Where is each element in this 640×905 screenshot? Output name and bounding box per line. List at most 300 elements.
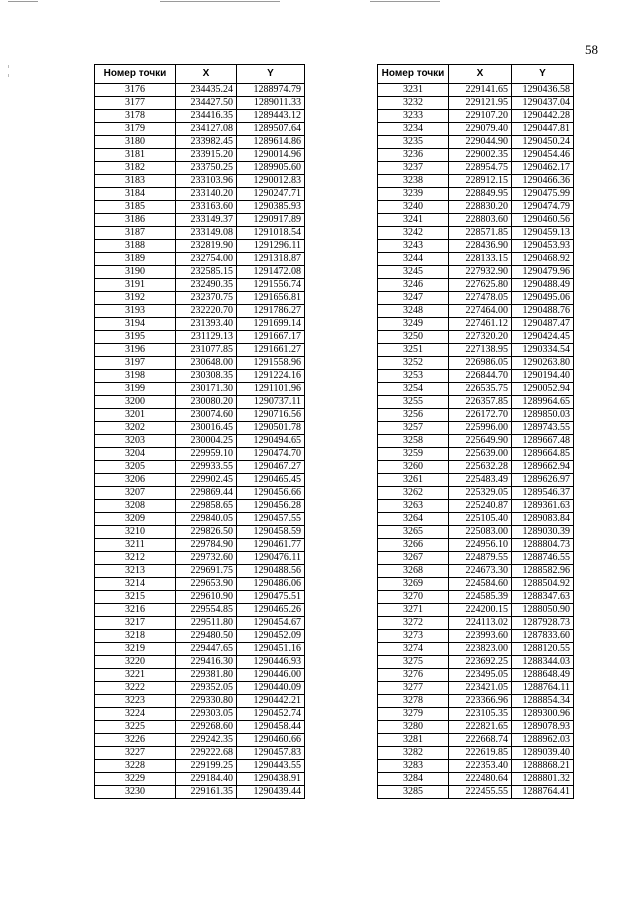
y-coordinate-cell: 1288347.63 [512,591,574,604]
x-coordinate-cell: 233149.08 [176,227,237,240]
y-coordinate-cell: 1289030.39 [512,526,574,539]
table-row [95,305,305,318]
table-row [378,123,574,136]
y-coordinate-cell: 1290488.76 [512,305,574,318]
y-coordinate-cell: 1290452.09 [237,630,305,643]
y-coordinate-cell: 1288962.03 [512,734,574,747]
point-number-cell: 3199 [95,383,176,396]
point-number-cell: 3271 [378,604,449,617]
y-coordinate-cell: 1289626.97 [512,474,574,487]
x-coordinate-cell: 225483.49 [449,474,512,487]
header-x: X [176,65,237,84]
x-coordinate-cell: 229352.05 [176,682,237,695]
x-coordinate-cell: 222619.85 [449,747,512,760]
table-row [378,188,574,201]
x-coordinate-cell: 226172.70 [449,409,512,422]
x-coordinate-cell: 229268.60 [176,721,237,734]
x-coordinate-cell: 229610.90 [176,591,237,604]
x-coordinate-cell: 224673.30 [449,565,512,578]
x-coordinate-cell: 234435.24 [176,84,237,97]
y-coordinate-cell: 1289078.93 [512,721,574,734]
x-coordinate-cell: 227464.00 [449,305,512,318]
table-row [95,383,305,396]
point-number-cell: 3228 [95,760,176,773]
point-number-cell: 3260 [378,461,449,474]
x-coordinate-cell: 234416.35 [176,110,237,123]
y-coordinate-cell: 1290456.66 [237,487,305,500]
y-coordinate-cell: 1289507.64 [237,123,305,136]
x-coordinate-cell: 228436.90 [449,240,512,253]
table-row [378,175,574,188]
point-number-cell: 3218 [95,630,176,643]
point-number-cell: 3184 [95,188,176,201]
x-coordinate-cell: 223366.96 [449,695,512,708]
x-coordinate-cell: 223823.00 [449,643,512,656]
table-row [95,578,305,591]
table-row [95,84,305,97]
x-coordinate-cell: 229381.80 [176,669,237,682]
point-number-cell: 3267 [378,552,449,565]
y-coordinate-cell: 1289667.48 [512,435,574,448]
x-coordinate-cell: 224200.15 [449,604,512,617]
table-row [95,409,305,422]
x-coordinate-cell: 229303.05 [176,708,237,721]
x-coordinate-cell: 223495.05 [449,669,512,682]
point-number-cell: 3186 [95,214,176,227]
x-coordinate-cell: 227320.20 [449,331,512,344]
table-row [378,227,574,240]
point-number-cell: 3176 [95,84,176,97]
coordinates-table-left [94,64,305,799]
x-coordinate-cell: 232490.35 [176,279,237,292]
y-coordinate-cell: 1290917.89 [237,214,305,227]
x-coordinate-cell: 231393.40 [176,318,237,331]
point-number-cell: 3279 [378,708,449,721]
y-coordinate-cell: 1288504.92 [512,578,574,591]
table-row [95,656,305,669]
x-coordinate-cell: 229044.90 [449,136,512,149]
y-coordinate-cell: 1290467.27 [237,461,305,474]
point-number-cell: 3282 [378,747,449,760]
x-coordinate-cell: 229480.50 [176,630,237,643]
table-row [95,422,305,435]
point-number-cell: 3203 [95,435,176,448]
y-coordinate-cell: 1290486.06 [237,578,305,591]
point-number-cell: 3247 [378,292,449,305]
point-number-cell: 3209 [95,513,176,526]
x-coordinate-cell: 232819.90 [176,240,237,253]
table-row [378,396,574,409]
y-coordinate-cell: 1290446.93 [237,656,305,669]
point-number-cell: 3220 [95,656,176,669]
x-coordinate-cell: 229554.85 [176,604,237,617]
y-coordinate-cell: 1290263.80 [512,357,574,370]
y-coordinate-cell: 1290439.44 [237,786,305,799]
header-y: Y [237,65,305,84]
table-row [378,656,574,669]
table-row [95,344,305,357]
table-row [95,279,305,292]
x-coordinate-cell: 222353.40 [449,760,512,773]
y-coordinate-cell: 1290716.56 [237,409,305,422]
x-coordinate-cell: 226535.75 [449,383,512,396]
point-number-cell: 3223 [95,695,176,708]
y-coordinate-cell: 1288764.11 [512,682,574,695]
x-coordinate-cell: 233750.25 [176,162,237,175]
table-row [95,513,305,526]
table-row [378,591,574,604]
point-number-cell: 3187 [95,227,176,240]
scan-artifact [8,65,9,68]
point-number-cell: 3222 [95,682,176,695]
point-number-cell: 3230 [95,786,176,799]
point-number-cell: 3266 [378,539,449,552]
point-number-cell: 3239 [378,188,449,201]
table-row [95,396,305,409]
table-row [95,149,305,162]
table-row [95,370,305,383]
point-number-cell: 3261 [378,474,449,487]
y-coordinate-cell: 1289039.40 [512,747,574,760]
scan-artifact [160,1,280,2]
y-coordinate-cell: 1290440.09 [237,682,305,695]
point-number-cell: 3190 [95,266,176,279]
x-coordinate-cell: 228133.15 [449,253,512,266]
point-number-cell: 3204 [95,448,176,461]
table-row [95,630,305,643]
x-coordinate-cell: 229242.35 [176,734,237,747]
y-coordinate-cell: 1289662.94 [512,461,574,474]
table-row [378,526,574,539]
point-number-cell: 3276 [378,669,449,682]
x-coordinate-cell: 234427.50 [176,97,237,110]
point-number-cell: 3269 [378,578,449,591]
y-coordinate-cell: 1289614.86 [237,136,305,149]
table-row [378,513,574,526]
point-number-cell: 3242 [378,227,449,240]
point-number-cell: 3195 [95,331,176,344]
table-row [95,721,305,734]
point-number-cell: 3207 [95,487,176,500]
table-row [378,318,574,331]
point-number-cell: 3178 [95,110,176,123]
point-number-cell: 3194 [95,318,176,331]
x-coordinate-cell: 229959.10 [176,448,237,461]
point-number-cell: 3217 [95,617,176,630]
x-coordinate-cell: 230080.20 [176,396,237,409]
point-number-cell: 3177 [95,97,176,110]
y-coordinate-cell: 1291667.17 [237,331,305,344]
table-row [378,422,574,435]
y-coordinate-cell: 1290247.71 [237,188,305,201]
table-row [95,643,305,656]
x-coordinate-cell: 234127.08 [176,123,237,136]
point-number-cell: 3215 [95,591,176,604]
point-number-cell: 3205 [95,461,176,474]
x-coordinate-cell: 229784.90 [176,539,237,552]
point-number-cell: 3234 [378,123,449,136]
point-number-cell: 3241 [378,214,449,227]
point-number-cell: 3224 [95,708,176,721]
point-number-cell: 3183 [95,175,176,188]
table-row [95,760,305,773]
y-coordinate-cell: 1290014.96 [237,149,305,162]
point-number-cell: 3249 [378,318,449,331]
y-coordinate-cell: 1290334.54 [512,344,574,357]
y-coordinate-cell: 1290495.06 [512,292,574,305]
point-number-cell: 3283 [378,760,449,773]
table-row [378,630,574,643]
point-number-cell: 3219 [95,643,176,656]
y-coordinate-cell: 1288648.49 [512,669,574,682]
table-row [95,474,305,487]
table-row [378,695,574,708]
table-row [95,435,305,448]
x-coordinate-cell: 227138.95 [449,344,512,357]
table-row [378,604,574,617]
table-row [95,786,305,799]
table-row [95,331,305,344]
table-row [95,97,305,110]
y-coordinate-cell: 1288050.90 [512,604,574,617]
y-coordinate-cell: 1290424.45 [512,331,574,344]
point-number-cell: 3216 [95,604,176,617]
table-row [378,565,574,578]
table-row [378,643,574,656]
y-coordinate-cell: 1288804.73 [512,539,574,552]
table-row [378,266,574,279]
scan-artifact [8,1,38,2]
table-row [378,84,574,97]
table-row [95,162,305,175]
point-number-cell: 3257 [378,422,449,435]
table-row [378,539,574,552]
point-number-cell: 3181 [95,149,176,162]
y-coordinate-cell: 1290474.70 [237,448,305,461]
x-coordinate-cell: 228803.60 [449,214,512,227]
y-coordinate-cell: 1290456.28 [237,500,305,513]
point-number-cell: 3193 [95,305,176,318]
y-coordinate-cell: 1287833.60 [512,630,574,643]
table-header-row [95,65,305,84]
x-coordinate-cell: 230004.25 [176,435,237,448]
y-coordinate-cell: 1288746.55 [512,552,574,565]
y-coordinate-cell: 1290436.58 [512,84,574,97]
x-coordinate-cell: 229653.90 [176,578,237,591]
point-number-cell: 3221 [95,669,176,682]
x-coordinate-cell: 222668.74 [449,734,512,747]
y-coordinate-cell: 1291472.08 [237,266,305,279]
x-coordinate-cell: 226986.05 [449,357,512,370]
y-coordinate-cell: 1290457.55 [237,513,305,526]
table-body-left [95,84,305,799]
point-number-cell: 3258 [378,435,449,448]
y-coordinate-cell: 1290458.59 [237,526,305,539]
y-coordinate-cell: 1290447.81 [512,123,574,136]
table-row [95,591,305,604]
table-row [95,292,305,305]
x-coordinate-cell: 228954.75 [449,162,512,175]
table-row [378,214,574,227]
x-coordinate-cell: 229732.60 [176,552,237,565]
y-coordinate-cell: 1289850.03 [512,409,574,422]
x-coordinate-cell: 229107.20 [449,110,512,123]
y-coordinate-cell: 1290460.66 [237,734,305,747]
point-number-cell: 3211 [95,539,176,552]
point-number-cell: 3182 [95,162,176,175]
x-coordinate-cell: 229869.44 [176,487,237,500]
table-row [378,682,574,695]
x-coordinate-cell: 227478.05 [449,292,512,305]
y-coordinate-cell: 1290462.17 [512,162,574,175]
y-coordinate-cell: 1290457.83 [237,747,305,760]
table-row [378,344,574,357]
point-number-cell: 3185 [95,201,176,214]
x-coordinate-cell: 223692.25 [449,656,512,669]
table-row [378,409,574,422]
x-coordinate-cell: 229222.68 [176,747,237,760]
y-coordinate-cell: 1290453.93 [512,240,574,253]
scan-artifact [370,1,440,2]
x-coordinate-cell: 225083.00 [449,526,512,539]
table-row [95,773,305,786]
table-row [95,461,305,474]
y-coordinate-cell: 1290451.16 [237,643,305,656]
y-coordinate-cell: 1290461.77 [237,539,305,552]
table-row [95,708,305,721]
table-row [378,747,574,760]
table-row [95,487,305,500]
x-coordinate-cell: 228571.85 [449,227,512,240]
x-coordinate-cell: 229826.50 [176,526,237,539]
point-number-cell: 3213 [95,565,176,578]
x-coordinate-cell: 225996.00 [449,422,512,435]
y-coordinate-cell: 1289361.63 [512,500,574,513]
point-number-cell: 3281 [378,734,449,747]
point-number-cell: 3208 [95,500,176,513]
y-coordinate-cell: 1289300.96 [512,708,574,721]
point-number-cell: 3246 [378,279,449,292]
point-number-cell: 3200 [95,396,176,409]
table-row [95,253,305,266]
point-number-cell: 3227 [95,747,176,760]
y-coordinate-cell: 1290452.74 [237,708,305,721]
x-coordinate-cell: 224113.02 [449,617,512,630]
point-number-cell: 3251 [378,344,449,357]
y-coordinate-cell: 1291296.11 [237,240,305,253]
x-coordinate-cell: 222821.65 [449,721,512,734]
y-coordinate-cell: 1288120.55 [512,643,574,656]
table-row [95,747,305,760]
x-coordinate-cell: 226357.85 [449,396,512,409]
table-row [95,110,305,123]
point-number-cell: 3202 [95,422,176,435]
table-row [378,149,574,162]
y-coordinate-cell: 1289743.55 [512,422,574,435]
point-number-cell: 3243 [378,240,449,253]
x-coordinate-cell: 227625.80 [449,279,512,292]
table-row [95,604,305,617]
table-row [95,617,305,630]
y-coordinate-cell: 1289083.84 [512,513,574,526]
point-number-cell: 3262 [378,487,449,500]
table-row [95,695,305,708]
point-number-cell: 3189 [95,253,176,266]
x-coordinate-cell: 229447.65 [176,643,237,656]
header-point-number: Номер точки [378,65,449,84]
x-coordinate-cell: 222480.64 [449,773,512,786]
x-coordinate-cell: 232585.15 [176,266,237,279]
table-row [95,214,305,227]
point-number-cell: 3231 [378,84,449,97]
point-number-cell: 3273 [378,630,449,643]
table-row [95,682,305,695]
y-coordinate-cell: 1290442.21 [237,695,305,708]
point-number-cell: 3255 [378,396,449,409]
x-coordinate-cell: 227461.12 [449,318,512,331]
point-number-cell: 3188 [95,240,176,253]
y-coordinate-cell: 1291318.87 [237,253,305,266]
y-coordinate-cell: 1290194.40 [512,370,574,383]
table-row [95,565,305,578]
y-coordinate-cell: 1291101.96 [237,383,305,396]
x-coordinate-cell: 223105.35 [449,708,512,721]
y-coordinate-cell: 1290475.51 [237,591,305,604]
point-number-cell: 3240 [378,201,449,214]
y-coordinate-cell: 1291558.96 [237,357,305,370]
table-row [95,175,305,188]
y-coordinate-cell: 1290476.11 [237,552,305,565]
x-coordinate-cell: 229858.65 [176,500,237,513]
table-row [95,357,305,370]
y-coordinate-cell: 1290443.55 [237,760,305,773]
table-row [378,773,574,786]
table-row [378,357,574,370]
table-row [378,136,574,149]
x-coordinate-cell: 228830.20 [449,201,512,214]
x-coordinate-cell: 226844.70 [449,370,512,383]
x-coordinate-cell: 230171.30 [176,383,237,396]
coordinates-table-right [377,64,574,799]
x-coordinate-cell: 229161.35 [176,786,237,799]
point-number-cell: 3277 [378,682,449,695]
point-number-cell: 3180 [95,136,176,149]
y-coordinate-cell: 1290494.65 [237,435,305,448]
point-number-cell: 3256 [378,409,449,422]
point-number-cell: 3229 [95,773,176,786]
x-coordinate-cell: 230074.60 [176,409,237,422]
x-coordinate-cell: 224956.10 [449,539,512,552]
point-number-cell: 3285 [378,786,449,799]
table-row [378,461,574,474]
point-number-cell: 3236 [378,149,449,162]
y-coordinate-cell: 1290460.56 [512,214,574,227]
y-coordinate-cell: 1290446.00 [237,669,305,682]
x-coordinate-cell: 230648.00 [176,357,237,370]
y-coordinate-cell: 1290454.67 [237,617,305,630]
point-number-cell: 3210 [95,526,176,539]
x-coordinate-cell: 223993.60 [449,630,512,643]
table-row [378,617,574,630]
y-coordinate-cell: 1290459.13 [512,227,574,240]
table-row [95,188,305,201]
y-coordinate-cell: 1291556.74 [237,279,305,292]
y-coordinate-cell: 1289664.85 [512,448,574,461]
y-coordinate-cell: 1290438.91 [237,773,305,786]
y-coordinate-cell: 1287928.73 [512,617,574,630]
point-number-cell: 3197 [95,357,176,370]
table-row [95,526,305,539]
